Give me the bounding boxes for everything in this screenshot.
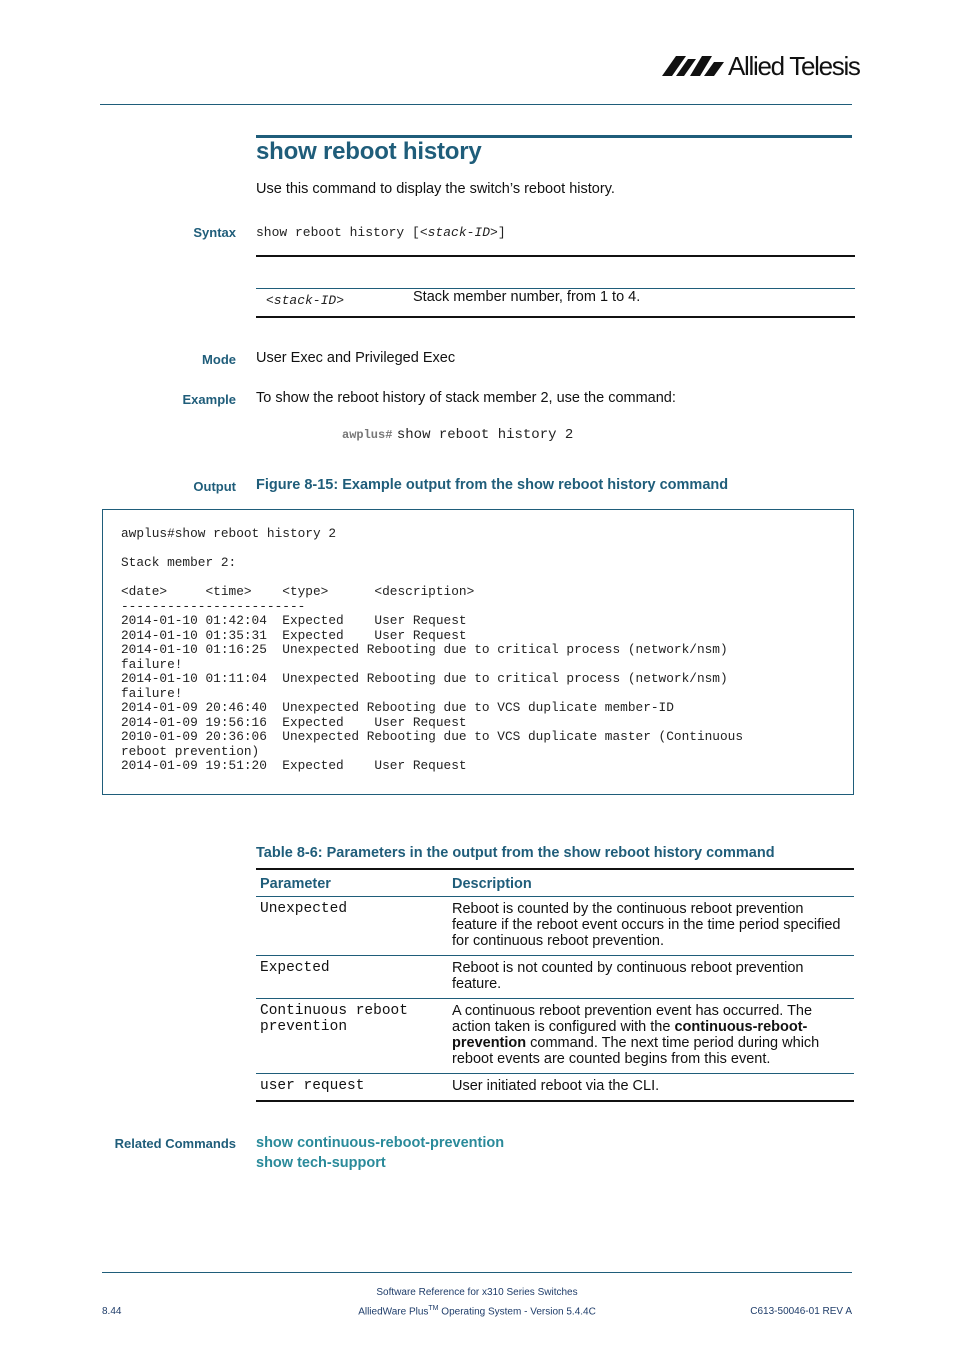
row-desc-post: command. The next time period during which reboot events are counted begins from this event. — [452, 1035, 820, 1067]
logo-mark-icon — [662, 56, 724, 76]
syntax-label: Syntax — [193, 225, 236, 240]
table-row — [256, 999, 854, 1074]
row-description: Reboot is not counted by continuous reboot prevention feature. — [448, 956, 854, 999]
row-description: User initiated reboot via the CLI. — [448, 1074, 854, 1102]
row-description — [448, 999, 854, 1074]
param-description: Stack member number, from 1 to 4. — [413, 289, 641, 305]
example-command: show reboot history 2 — [396, 427, 574, 443]
footer-rule — [102, 1272, 852, 1273]
page-title: show reboot history — [256, 138, 482, 165]
table-row — [256, 1074, 854, 1102]
mode-label: Mode — [202, 352, 236, 367]
example-text: To show the reboot history of stack member 2, use the command: — [256, 390, 676, 406]
footer-tm: TM — [428, 1305, 439, 1312]
link-show-tech-support[interactable]: show tech-support — [256, 1155, 386, 1171]
output-label: Output — [193, 479, 236, 494]
mode-text: User Exec and Privileged Exec — [256, 350, 456, 366]
logo-text: Allied Telesis — [728, 51, 860, 81]
allied-telesis-logo — [662, 50, 860, 82]
param-name: <stack-ID> — [266, 293, 345, 308]
related-links — [256, 1134, 504, 1172]
link-show-continuous-reboot-prevention[interactable]: show continuous-reboot-prevention — [256, 1135, 505, 1151]
example-label: Example — [182, 392, 236, 407]
row-param: Expected — [256, 956, 448, 999]
header-parameter: Parameter — [256, 868, 448, 897]
output-text: awplus#show reboot history 2 Stack member 2: <date> <time> <type> <description> ------------------------ 2014-01-10 01:42:04 Expected User Request 2014-01-10 01:35:31 Expected User Request 2014-01-10 01:16:25 Unexpected Rebooting due to critical process (network/nsm) failure! 2014-01-10 01:11:04 Unexpected Rebooting due to critical process (network/nsm) failure! 2014-01-09 20:46:40 Unexpected Rebooting due to VCS duplicate member-ID 2014-01-09 19:56:16 Expected User Request 2010-01-09 20:36:06 Unexpected Rebooting due to VCS duplicate master (Continuous reboot prevention) 2014-01-09 19:51:20 Expected User Request — [121, 526, 744, 773]
syntax-command — [256, 225, 506, 240]
footer-version: Operating System - Version 5.4.4C — [438, 1306, 596, 1318]
syntax-close: ] — [497, 225, 506, 240]
footer-line1: Software Reference for x310 Series Switches — [376, 1287, 578, 1298]
doc-id: C613-50046-01 REV A — [750, 1306, 852, 1317]
header-rule — [100, 104, 852, 105]
table-row — [256, 897, 854, 956]
param-table-bottom-rule — [256, 316, 855, 318]
row-param: Unexpected — [256, 897, 448, 956]
row-param: user request — [256, 1074, 448, 1102]
footer-product: AlliedWare Plus — [358, 1306, 429, 1318]
param-table-top-rule — [256, 255, 855, 257]
output-box — [102, 509, 854, 795]
figure-caption: Figure 8-15: Example output from the show reboot history command — [256, 477, 729, 493]
syntax-command-text: show reboot history [ — [256, 225, 420, 240]
example-command-line — [342, 425, 573, 443]
row-description: Reboot is counted by the continuous reboot prevention feature if the reboot event occurs in the time period specified for continuous reboot prevention. — [448, 897, 854, 956]
table-row — [256, 956, 854, 999]
intro-text: Use this command to display the switch’s reboot history. — [256, 181, 615, 197]
row-desc-pre: A continuous reboot prevention event has occurred. The action taken is configured with the — [452, 1003, 813, 1035]
row-param: Continuous reboot prevention — [256, 999, 448, 1074]
header-description: Description — [448, 868, 854, 897]
page-number: 8.44 — [102, 1306, 122, 1317]
row-desc-bold: continuous-reboot-prevention — [452, 1019, 808, 1051]
table-header-row — [256, 868, 854, 897]
prompt: awplus# — [342, 428, 393, 442]
table-caption: Table 8-6: Parameters in the output from the show reboot history command — [256, 845, 775, 861]
parameters-table — [256, 868, 854, 1102]
related-label: Related Commands — [114, 1136, 236, 1151]
syntax-param: <stack-ID> — [419, 225, 498, 240]
